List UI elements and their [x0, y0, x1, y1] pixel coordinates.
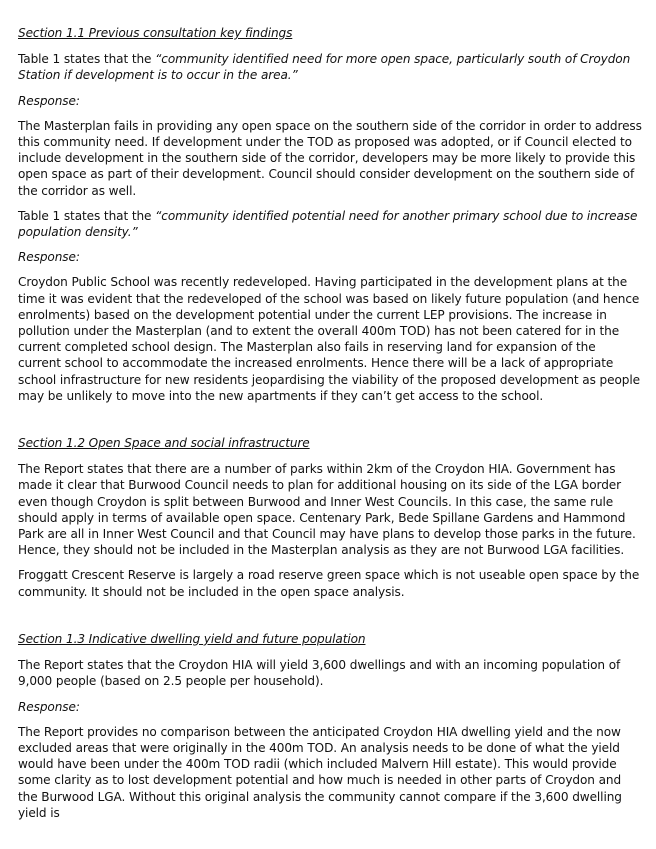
statement-lead: Table 1 states that the	[18, 208, 156, 223]
table-1-statement-open-space	[18, 51, 642, 83]
response-label: Response:	[18, 93, 80, 108]
section-1-2-heading: Section 1.2 Open Space and social infrastructure	[18, 436, 310, 451]
document-page	[18, 25, 642, 830]
statement-quote: “community identified need for more open space, particularly south of Croydon Station if development is to occur in the area.”	[18, 52, 631, 83]
statement-quote: “community identified potential need for another primary school due to increase population density.”	[18, 208, 638, 240]
section-1-3-heading: Section 1.3 Indicative dwelling yield and future population	[18, 631, 366, 646]
response-label: Response:	[18, 250, 80, 265]
section-spacer	[18, 609, 642, 631]
yield-comparison-paragraph: The Report provides no comparison between the anticipated Croydon HIA dwelling yield and the now excluded areas that were originally in the 400m TOD. An analysis needs to be done of what the yield would have been under the 400m TOD radii (which included Malvern Hill estate). This would provide some clarity as to lost development potential and how much is needed in other parts of Croydon and the Burwood LGA. Without this original analysis the community cannot compare if the 3,600 dwelling yield is	[18, 724, 622, 820]
response-label: Response:	[18, 699, 80, 714]
section-1-1-heading: Section 1.1 Previous consultation key findings	[18, 26, 293, 40]
open-space-paragraph: The Report states that there are a number of parks within 2km of the Croydon HIA. Government has made it clear that Burwood Council needs to plan for additional housing on its side of the LGA border even though Croydon is split between Burwood and Inner West Councils. In this case, the same rule should apply in terms of available open space. Centenary Park, Bede Spillane Gardens and Hammond Park are all in Inner West Council and that Council may have plans to develop those parks in the future. Hence, they should not be included in the Masterplan analysis as they are not Burwood LGA facilities.	[18, 462, 636, 558]
response-paragraph-school: Croydon Public School was recently redeveloped. Having participated in the development plans at the time it was evident that the redeveloped of the school was based on likely future population (and hence enrolments) based on the development potential under the current LEP provisions. The increase in pollution under the Masterplan (and to extent the overall 400m TOD) has not been catered for in the current completed school design. The Masterplan also fails in reserving land for expansion of the current school to accommodate the increased enrolments. Hence there will be a lack of appropriate school infrastructure for new residents jeopardising the viability of the proposed development as people may be unlikely to move into the new apartments if they can’t get access to the school.	[18, 275, 640, 403]
response-paragraph-open-space: The Masterplan fails in providing any open space on the southern side of the corridor in order to address this community need. If development under the TOD as proposed was adopted, or if Council elected to include development in the southern side of the corridor, developers may be more likely to provide this open space as part of their development. Council should consider development on the southern side of the corridor as well.	[18, 118, 642, 198]
table-1-statement-school	[18, 208, 642, 240]
section-spacer	[18, 413, 642, 435]
dwelling-yield-paragraph: The Report states that the Croydon HIA will yield 3,600 dwellings and with an incoming population of 9,000 people (based on 2.5 people per household).	[18, 658, 621, 689]
statement-lead: Table 1 states that the	[18, 52, 156, 67]
froggatt-reserve-paragraph: Froggatt Crescent Reserve is largely a road reserve green space which is not useable open space by the community. It should not be included in the open space analysis.	[18, 568, 640, 599]
